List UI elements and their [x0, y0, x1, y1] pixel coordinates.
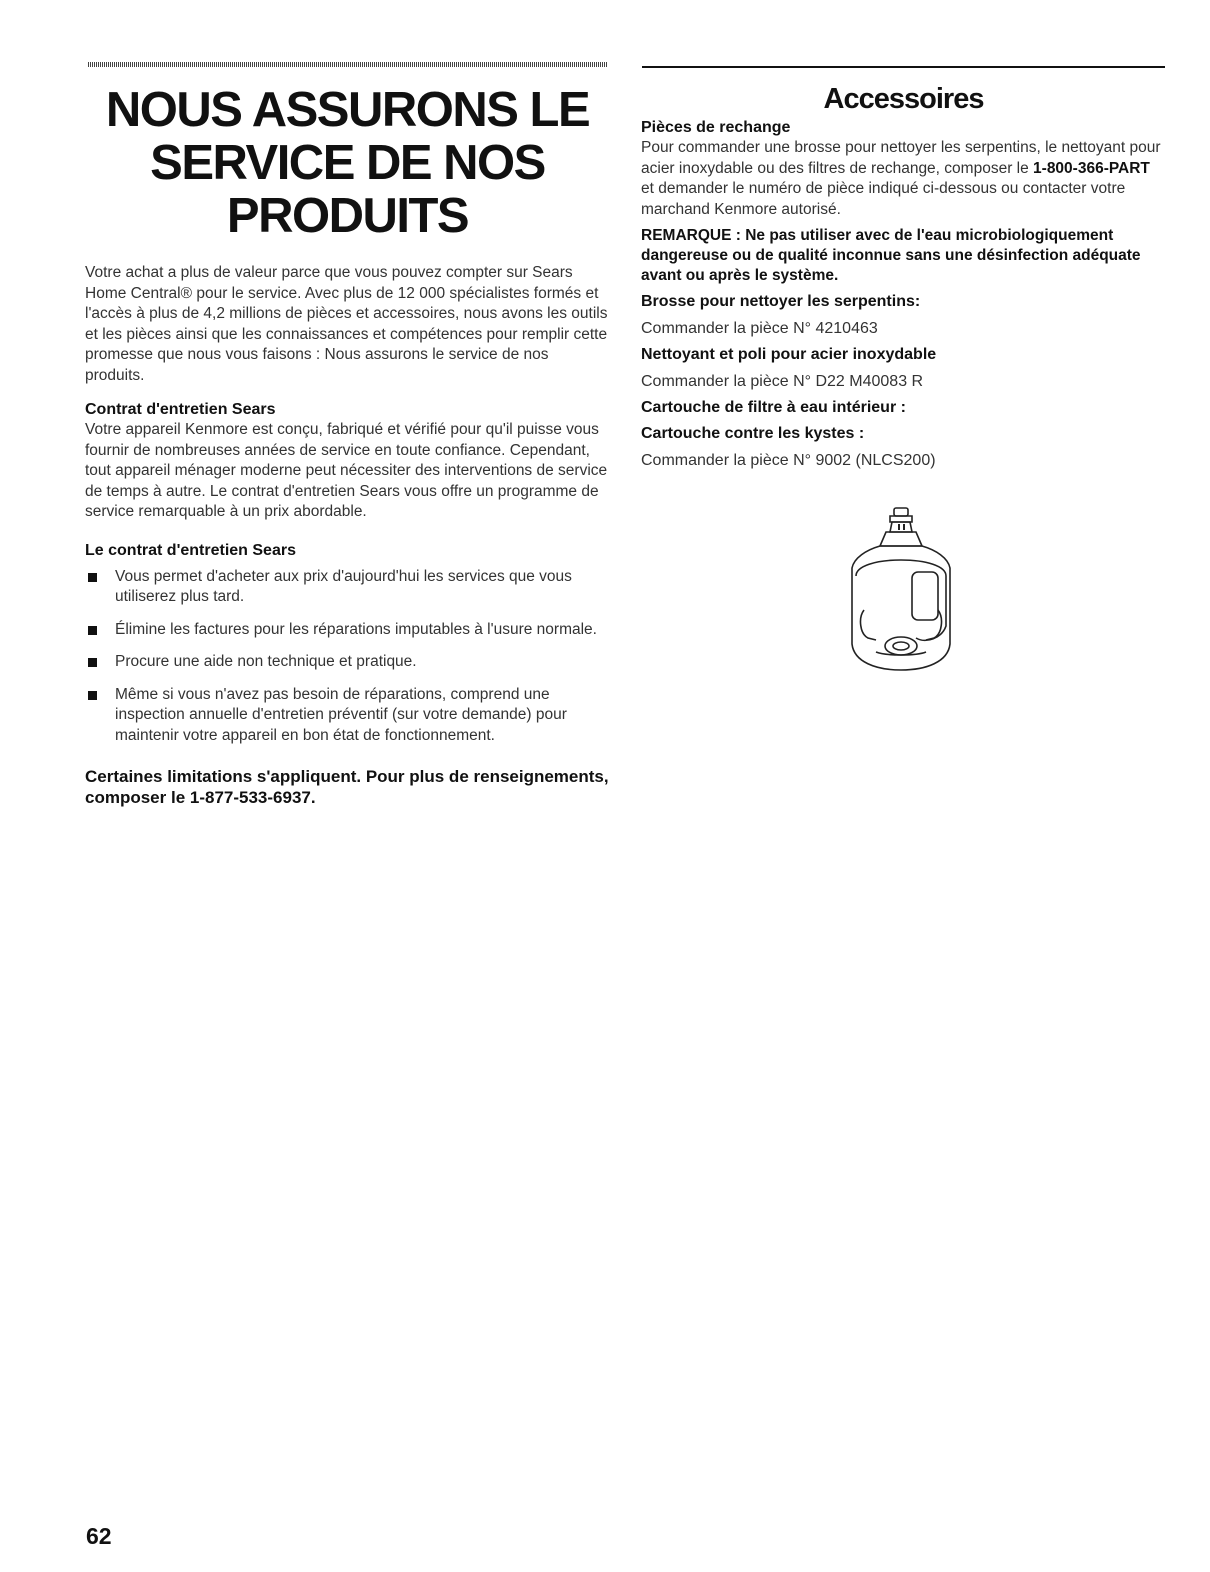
- filter-heading: Cartouche de filtre à eau intérieur :: [641, 399, 906, 416]
- remark-note: REMARQUE : Ne pas utiliser avec de l'eau microbiologiquement dangereuse ou de qualité inconnue sans une désinfection adéquate avant ou après le système.: [641, 227, 1141, 284]
- bullet-square-icon: [88, 658, 97, 667]
- list-item-text: Vous permet d'acheter aux prix d'aujourd'hui les services que vous utiliserez plus tard.: [115, 567, 572, 605]
- top-solid-rule: [642, 66, 1165, 68]
- contract-heading: Contrat d'entretien Sears: [85, 401, 276, 418]
- cyst-heading: Cartouche contre les kystes :: [641, 425, 865, 442]
- benefits-list: [85, 567, 610, 747]
- title-line: NOUS ASSURONS LE: [105, 83, 590, 137]
- title-line: SERVICE DE NOS: [150, 136, 545, 190]
- cleaner-order: Commander la pièce N° D22 M40083 R: [641, 373, 924, 390]
- bullet-square-icon: [88, 573, 97, 582]
- limitations-note: Certaines limitations s'appliquent. Pour plus de renseignements, composer le 1-877-533-6937.: [85, 767, 609, 807]
- list-item-text: Même si vous n'avez pas besoin de réparations, comprend une inspection annuelle d'entretien préventif (sur votre demande) pour maintenir votre appareil en bon état de fonctionnement.: [115, 685, 567, 744]
- parts-phone: 1-800-366-PART: [1033, 159, 1150, 177]
- title-line: PRODUITS: [226, 189, 469, 243]
- brush-order: Commander la pièce N° 4210463: [641, 320, 878, 337]
- brush-heading: Brosse pour nettoyer les serpentins:: [641, 293, 921, 310]
- cleaner-heading: Nettoyant et poli pour acier inoxydable: [641, 346, 937, 363]
- parts-paragraph: [641, 138, 1166, 220]
- parts-text-after: et demander le numéro de pièce indiqué ci-dessous ou contacter votre marchand Kenmore autorisé.: [641, 180, 1126, 218]
- parts-text-before: Pour commander une brosse pour nettoyer les serpentins, le nettoyant pour acier inoxydable ou des filtres de rechange, composer le: [641, 139, 1161, 177]
- list-heading: Le contrat d'entretien Sears: [85, 541, 296, 559]
- bullet-square-icon: [88, 626, 97, 635]
- list-item: [85, 685, 610, 747]
- service-section: [85, 78, 610, 808]
- list-item: [85, 567, 610, 608]
- cyst-order: Commander la pièce N° 9002 (NLCS200): [641, 452, 936, 469]
- water-filter-cartridge-icon: [846, 506, 956, 676]
- accessories-title: Accessoires: [823, 83, 984, 115]
- parts-heading: Pièces de rechange: [641, 119, 791, 136]
- list-item: [85, 620, 610, 641]
- list-item: [85, 652, 610, 673]
- contract-paragraph: Votre appareil Kenmore est conçu, fabriqué et vérifié pour qu'il puisse vous fournir de nombreuses années de service en toute confiance. Cependant, tout appareil ménager moderne peut nécessiter des interventions de service de temps à autre. Le contrat d'entretien Sears vous offre un programme de service remarquable à un prix abordable.: [85, 421, 608, 520]
- page-number: 62: [86, 1523, 112, 1549]
- intro-paragraph: Votre achat a plus de valeur parce que vous pouvez compter sur Sears Home Central® pour le service. Avec plus de 12 000 spécialistes formés et l'accès à plus de 4,2 millions de pièces et accessoires, nous avons les outils et les pièces ainsi que les connaissances et compétences pour remplir cette promesse que nous vous faisons : Nous assurons le service de nos produits.: [85, 264, 608, 384]
- bullet-square-icon: [88, 691, 97, 700]
- top-dotted-rule: [88, 62, 608, 67]
- accessories-section: [641, 78, 1166, 471]
- list-item-text: Élimine les factures pour les réparations imputables à l'usure normale.: [115, 620, 597, 638]
- page-title: [85, 78, 610, 243]
- list-item-text: Procure une aide non technique et pratique.: [115, 653, 417, 670]
